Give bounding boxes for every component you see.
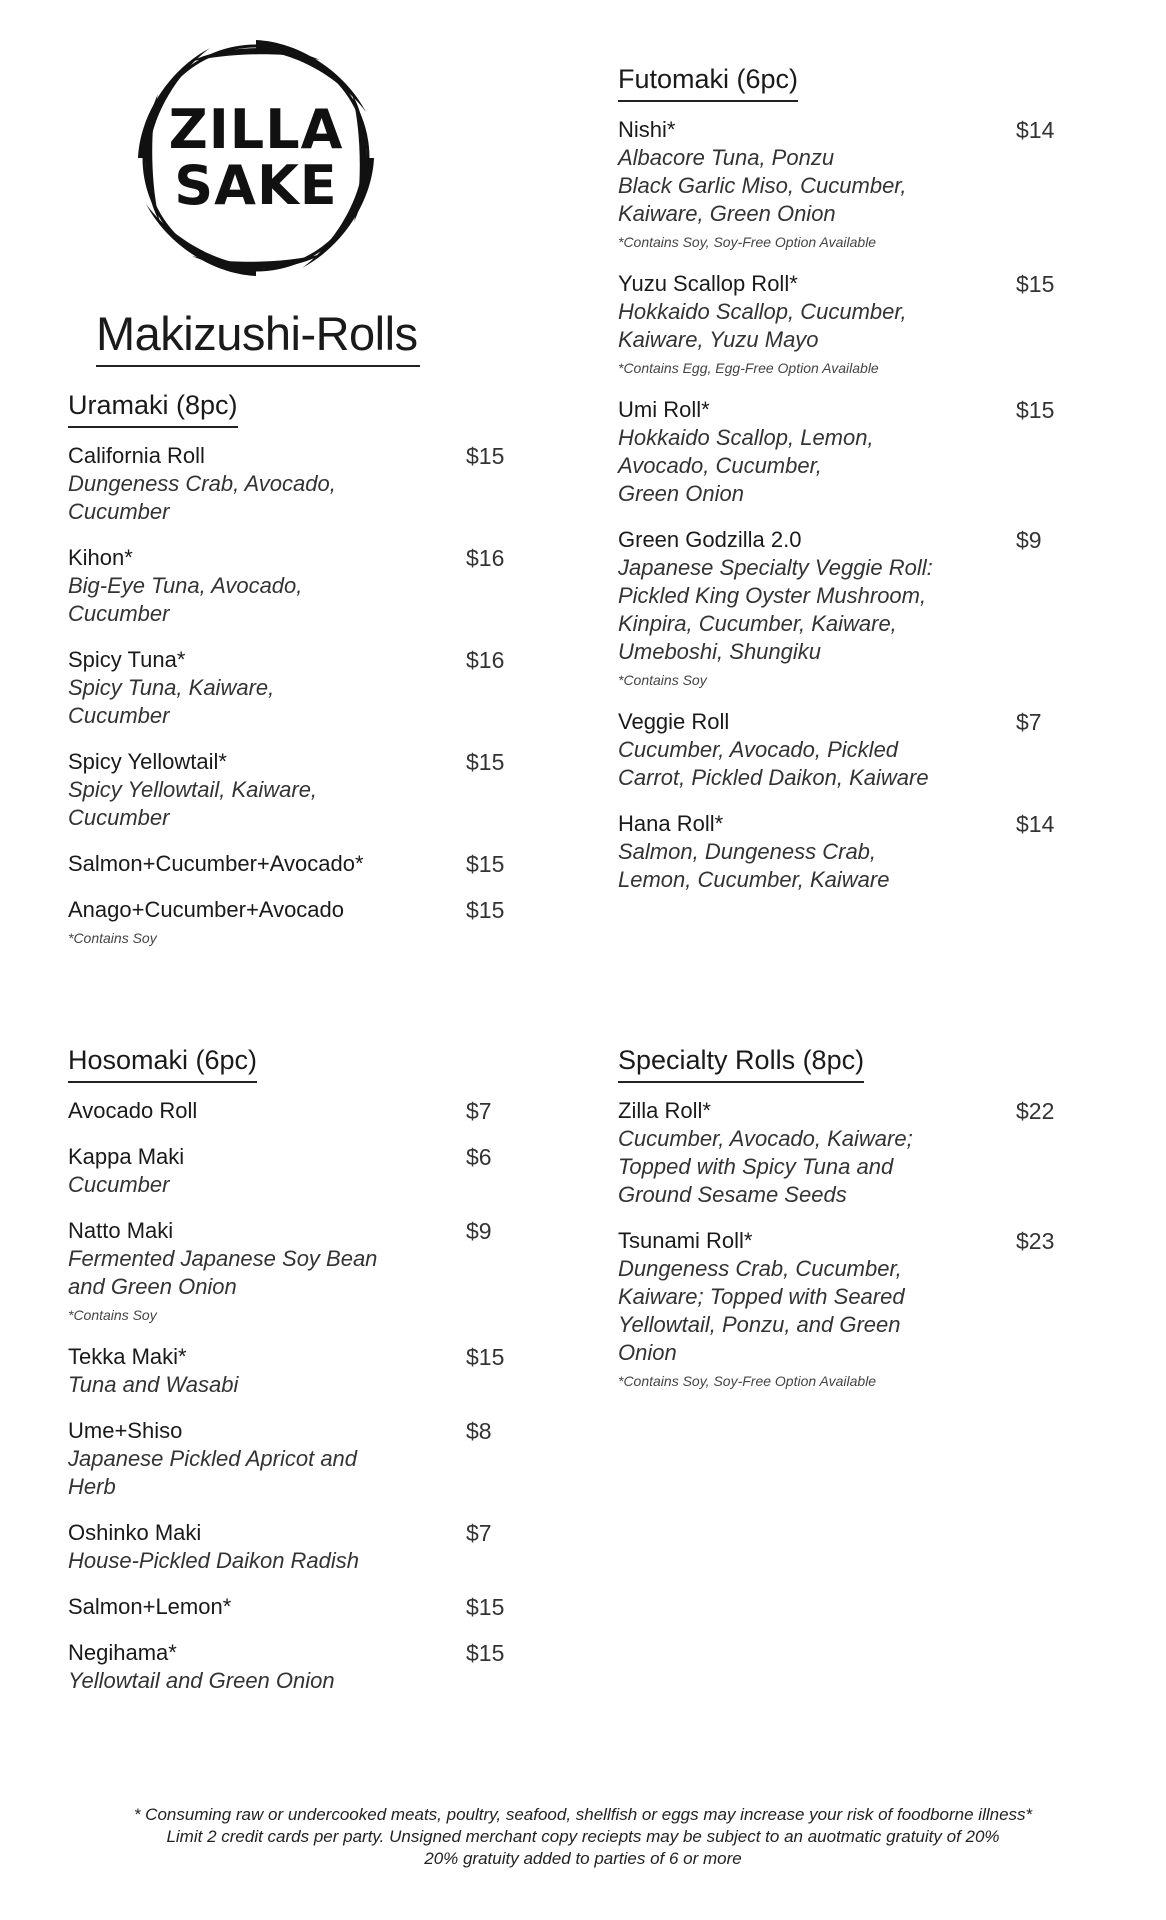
section-specialty-rolls bbox=[618, 1045, 1068, 1391]
item-description: Hokkaido Scallop, Lemon, Avocado, Cucumber, Green Onion bbox=[618, 425, 874, 506]
item-description: Cucumber, Avocado, Kaiware; Topped with Spicy Tuna and Ground Sesame Seeds bbox=[618, 1126, 913, 1207]
item-description: Spicy Yellowtail, Kaiware, Cucumber bbox=[68, 777, 318, 830]
zilla-sake-logo bbox=[130, 32, 382, 284]
menu-item bbox=[68, 1639, 518, 1695]
item-name: Oshinko Maki bbox=[68, 1520, 202, 1545]
menu-item bbox=[68, 1143, 518, 1199]
item-description: Spicy Tuna, Kaiware, Cucumber bbox=[68, 675, 275, 728]
item-description: Dungeness Crab, Avocado, Cucumber bbox=[68, 471, 336, 524]
item-name: Negihama* bbox=[68, 1640, 177, 1665]
item-description: Cucumber bbox=[68, 1172, 170, 1197]
menu-item bbox=[618, 810, 1068, 894]
menu-item bbox=[618, 1097, 1068, 1209]
menu-item bbox=[68, 896, 518, 948]
menu-item bbox=[618, 270, 1068, 378]
item-price: $6 bbox=[466, 1144, 492, 1170]
item-price: $15 bbox=[466, 1640, 505, 1666]
menu-item bbox=[68, 442, 518, 526]
item-name: Veggie Roll bbox=[618, 709, 730, 734]
item-price: $14 bbox=[1016, 117, 1055, 143]
item-price: $16 bbox=[466, 545, 505, 571]
item-note: *Contains Soy bbox=[618, 672, 707, 688]
menu-item bbox=[68, 1097, 518, 1125]
menu-item bbox=[68, 1593, 518, 1621]
item-price: $7 bbox=[1016, 709, 1042, 735]
section-heading: Specialty Rolls (8pc) bbox=[618, 1045, 864, 1083]
item-note: *Contains Soy bbox=[68, 930, 157, 946]
item-name: Green Godzilla 2.0 bbox=[618, 527, 802, 552]
item-price: $9 bbox=[466, 1218, 492, 1244]
menu-item bbox=[68, 748, 518, 832]
menu-item bbox=[68, 850, 518, 878]
menu-item bbox=[68, 544, 518, 628]
section-heading: Futomaki (6pc) bbox=[618, 64, 798, 102]
item-price: $15 bbox=[466, 1594, 505, 1620]
item-name: Salmon+Lemon* bbox=[68, 1594, 232, 1619]
footer-line-1: * Consuming raw or undercooked meats, poultry, seafood, shellfish or eggs may increase your risk of foodborne illness* bbox=[133, 1805, 1033, 1824]
menu-item bbox=[68, 1417, 518, 1501]
item-name: Ume+Shiso bbox=[68, 1418, 183, 1443]
section-heading: Uramaki (8pc) bbox=[68, 390, 238, 428]
item-note: *Contains Soy, Soy-Free Option Available bbox=[618, 1373, 877, 1389]
item-name: Zilla Roll* bbox=[618, 1098, 711, 1123]
item-note: *Contains Soy, Soy-Free Option Available bbox=[618, 234, 877, 250]
menu-item bbox=[68, 646, 518, 730]
item-price: $22 bbox=[1016, 1098, 1055, 1124]
menu-item bbox=[618, 116, 1068, 252]
item-price: $7 bbox=[466, 1098, 492, 1124]
item-name: Tekka Maki* bbox=[68, 1344, 187, 1369]
logo-line-1: ZILLA bbox=[168, 98, 344, 161]
item-name: Anago+Cucumber+Avocado bbox=[68, 897, 345, 922]
item-description: Big-Eye Tuna, Avocado, Cucumber bbox=[68, 573, 303, 626]
logo-line-2: SAKE bbox=[174, 154, 338, 217]
item-price: $23 bbox=[1016, 1228, 1055, 1254]
section-heading: Hosomaki (6pc) bbox=[68, 1045, 257, 1083]
item-name: Kihon* bbox=[68, 545, 133, 570]
footer-line-3: 20% gratuity added to parties of 6 or more bbox=[424, 1849, 742, 1868]
item-price: $15 bbox=[466, 851, 505, 877]
item-name: Spicy Yellowtail* bbox=[68, 749, 227, 774]
item-description: House-Pickled Daikon Radish bbox=[68, 1548, 360, 1573]
item-price: $14 bbox=[1016, 811, 1055, 837]
item-name: Umi Roll* bbox=[618, 397, 710, 422]
item-name: Salmon+Cucumber+Avocado* bbox=[68, 851, 364, 876]
item-price: $8 bbox=[466, 1418, 492, 1444]
item-note: *Contains Soy bbox=[68, 1307, 157, 1323]
item-description: Cucumber, Avocado, Pickled Carrot, Pickled Daikon, Kaiware bbox=[618, 737, 929, 790]
item-description: Tuna and Wasabi bbox=[68, 1372, 239, 1397]
item-price: $16 bbox=[466, 647, 505, 673]
item-price: $7 bbox=[466, 1520, 492, 1546]
menu-item bbox=[618, 708, 1068, 792]
menu-item bbox=[68, 1343, 518, 1399]
item-name: Yuzu Scallop Roll* bbox=[618, 271, 798, 296]
section-futomaki bbox=[618, 64, 1068, 894]
menu-item bbox=[618, 526, 1068, 690]
item-description: Albacore Tuna, Ponzu Black Garlic Miso, Cucumber, Kaiware, Green Onion bbox=[618, 145, 907, 226]
item-description: Japanese Pickled Apricot and Herb bbox=[68, 1446, 358, 1499]
footer-line-2: Limit 2 credit cards per party. Unsigned merchant copy reciepts may be subject to an auotmatic gratuity of 20% bbox=[166, 1827, 1000, 1846]
item-name: Avocado Roll bbox=[68, 1098, 198, 1123]
section-uramaki bbox=[68, 390, 518, 948]
item-name: Natto Maki bbox=[68, 1218, 174, 1243]
item-description: Yellowtail and Green Onion bbox=[68, 1668, 335, 1693]
item-description: Japanese Specialty Veggie Roll: Pickled King Oyster Mushroom, Kinpira, Cucumber, Kaiware, Umeboshi, Shungiku bbox=[618, 555, 933, 664]
section-hosomaki bbox=[68, 1045, 518, 1695]
item-price: $9 bbox=[1016, 527, 1042, 553]
menu-item bbox=[68, 1217, 518, 1325]
item-name: Hana Roll* bbox=[618, 811, 724, 836]
menu-item bbox=[68, 1519, 518, 1575]
item-price: $15 bbox=[466, 443, 505, 469]
item-price: $15 bbox=[1016, 271, 1055, 297]
page-title: Makizushi-Rolls bbox=[96, 306, 420, 367]
item-description: Fermented Japanese Soy Bean and Green Onion bbox=[68, 1246, 378, 1299]
footer-disclaimer bbox=[0, 1804, 1166, 1870]
item-price: $15 bbox=[466, 1344, 505, 1370]
item-name: Nishi* bbox=[618, 117, 676, 142]
item-description: Dungeness Crab, Cucumber, Kaiware; Topped with Seared Yellowtail, Ponzu, and Green Onion bbox=[618, 1256, 905, 1365]
item-note: *Contains Egg, Egg-Free Option Available bbox=[618, 360, 879, 376]
item-name: Kappa Maki bbox=[68, 1144, 185, 1169]
menu-item bbox=[618, 396, 1068, 508]
item-description: Hokkaido Scallop, Cucumber, Kaiware, Yuzu Mayo bbox=[618, 299, 907, 352]
item-name: California Roll bbox=[68, 443, 205, 468]
menu-item bbox=[618, 1227, 1068, 1391]
item-price: $15 bbox=[1016, 397, 1055, 423]
item-price: $15 bbox=[466, 897, 505, 923]
item-name: Tsunami Roll* bbox=[618, 1228, 753, 1253]
item-description: Salmon, Dungeness Crab, Lemon, Cucumber, Kaiware bbox=[618, 839, 890, 892]
item-name: Spicy Tuna* bbox=[68, 647, 186, 672]
item-price: $15 bbox=[466, 749, 505, 775]
